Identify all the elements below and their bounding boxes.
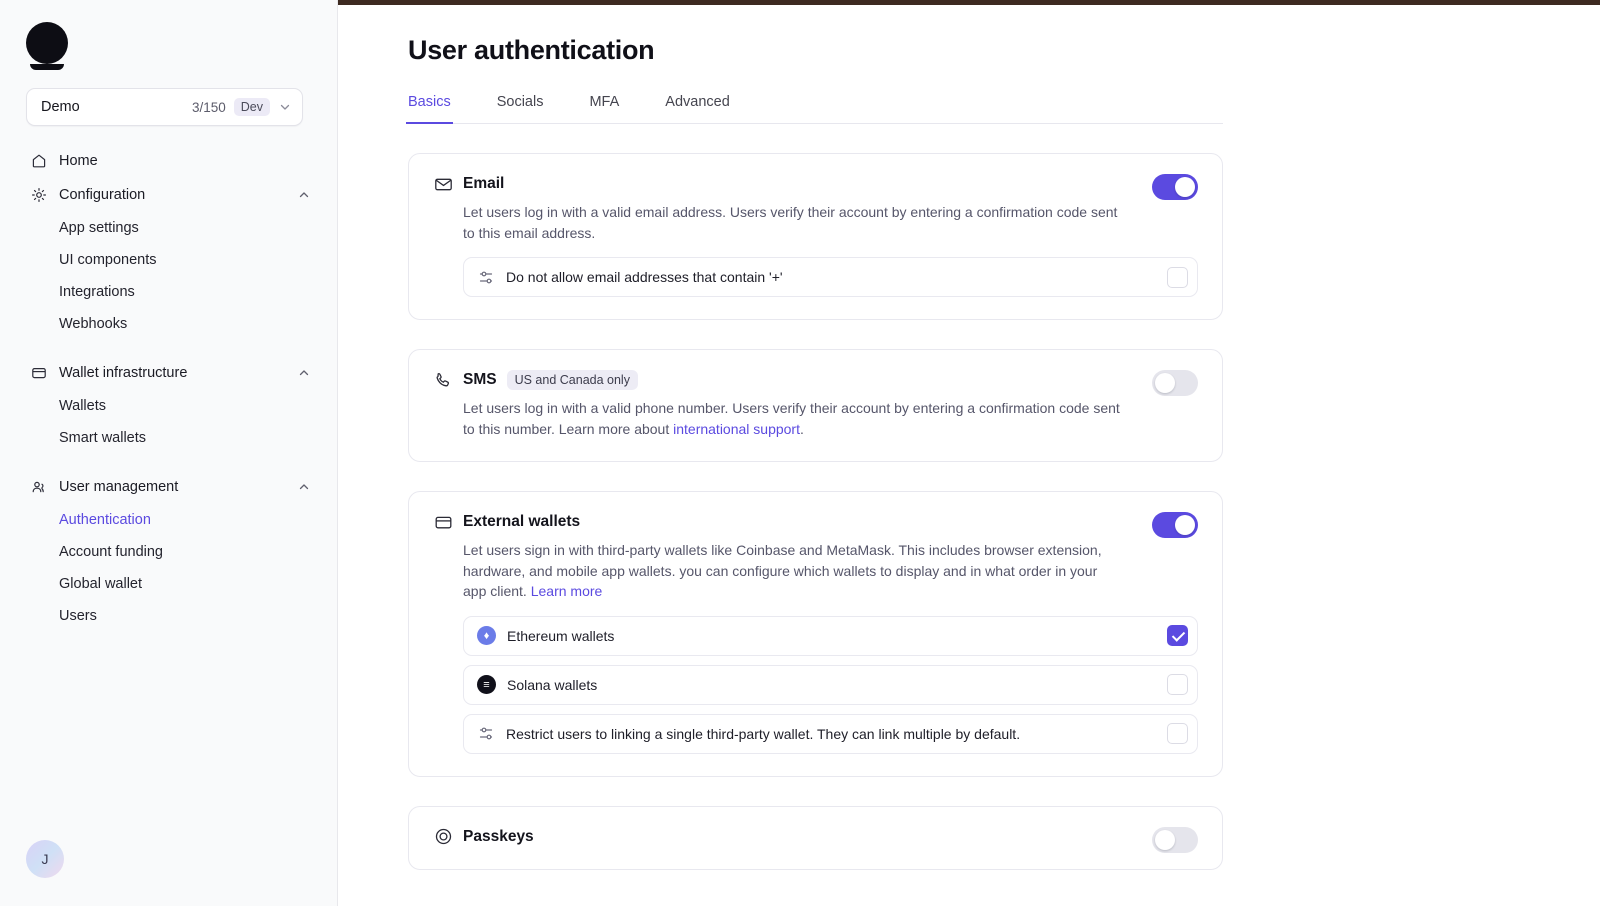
brand-logo[interactable] — [0, 0, 337, 64]
external-wallets-card-header — [433, 512, 1198, 532]
project-selector[interactable] — [26, 88, 303, 126]
email-toggle[interactable] — [1152, 174, 1198, 200]
solana-icon: ≡ — [477, 675, 496, 694]
tab-bar — [408, 94, 1223, 124]
sms-card — [408, 349, 1223, 462]
sidebar-nav — [0, 144, 337, 632]
email-plus-rule-label: Do not allow email addresses that contain '+' — [506, 269, 783, 285]
sidebar-item-label: Smart wallets — [59, 430, 147, 446]
sms-description — [463, 398, 1123, 439]
sidebar-item-label: Wallets — [59, 398, 106, 414]
solana-wallets-row[interactable] — [463, 665, 1198, 705]
sidebar-item-global-wallet[interactable] — [0, 568, 337, 600]
home-icon — [30, 153, 47, 170]
sidebar-item-authentication[interactable] — [0, 504, 337, 536]
restrict-linking-checkbox[interactable] — [1167, 723, 1188, 744]
content-area — [338, 5, 1600, 870]
sidebar-item-app-settings[interactable] — [0, 212, 337, 244]
sms-region-badge: US and Canada only — [507, 370, 638, 390]
sidebar-item-ui-components[interactable] — [0, 244, 337, 276]
sidebar-item-wallets[interactable] — [0, 390, 337, 422]
project-quota: 3/150 — [191, 99, 226, 115]
toggle-knob — [1155, 373, 1175, 393]
ethereum-icon: ♦ — [477, 626, 496, 645]
avatar[interactable] — [26, 840, 64, 878]
toggle-knob — [1155, 830, 1175, 850]
wallet-icon — [433, 512, 453, 532]
tab-label: Socials — [496, 94, 544, 110]
nav-divider-spacer — [0, 340, 337, 356]
sidebar-item-label: Authentication — [59, 512, 151, 528]
email-card-title: Email — [463, 175, 505, 192]
restrict-linking-label: Restrict users to linking a single third-party wallet. They can link multiple by default. — [506, 725, 1021, 742]
sidebar-item-users[interactable] — [0, 600, 337, 632]
tab-basics[interactable] — [408, 94, 451, 123]
solana-wallets-label: Solana wallets — [507, 676, 598, 693]
users-icon — [30, 479, 47, 496]
sms-toggle[interactable] — [1152, 370, 1198, 396]
sidebar-item-smart-wallets[interactable] — [0, 422, 337, 454]
sidebar-item-label: Users — [59, 608, 97, 624]
sliders-icon — [477, 268, 495, 286]
sms-description-post: . — [800, 420, 804, 437]
sidebar-item-webhooks[interactable] — [0, 308, 337, 340]
page-title: User authentication — [408, 35, 655, 65]
toggle-knob — [1175, 515, 1195, 535]
passkeys-card — [408, 806, 1223, 870]
solana-wallets-checkbox[interactable] — [1167, 674, 1188, 695]
tab-mfa[interactable] — [589, 94, 619, 123]
email-card-header — [433, 174, 1198, 194]
international-support-link[interactable]: international support — [673, 420, 800, 437]
sidebar — [0, 0, 338, 906]
sidebar-item-label: Wallet infrastructure — [59, 365, 188, 381]
external-wallets-description — [463, 540, 1123, 602]
passkeys-toggle[interactable] — [1152, 827, 1198, 853]
passkeys-card-title: Passkeys — [463, 827, 534, 845]
ethereum-wallets-checkbox[interactable] — [1167, 625, 1188, 646]
ethereum-wallets-label: Ethereum wallets — [507, 627, 615, 644]
ethereum-wallets-row[interactable] — [463, 616, 1198, 656]
toggle-knob — [1175, 177, 1195, 197]
chevron-up-icon — [297, 366, 311, 380]
phone-icon — [433, 370, 453, 390]
gear-icon — [30, 187, 47, 204]
sidebar-item-label: Integrations — [59, 284, 135, 300]
sliders-icon — [477, 725, 495, 743]
tab-socials[interactable] — [497, 94, 544, 123]
external-wallets-description-pre: Let users sign in with third-party wallets like Coinbase and MetaMask. This includes browser extension, hardware, and mobile app wallets. you can configure which wallets to display and in what order in your app client. — [463, 542, 1102, 599]
main-content — [338, 0, 1600, 906]
sidebar-item-home[interactable] — [0, 144, 337, 178]
envelope-icon — [433, 174, 453, 194]
tab-label: MFA — [589, 94, 620, 110]
sidebar-item-label: User management — [59, 479, 179, 495]
chevron-down-icon — [278, 100, 292, 114]
learn-more-link[interactable]: Learn more — [530, 583, 603, 599]
project-name: Demo — [41, 99, 80, 115]
sidebar-item-label: Home — [59, 153, 98, 169]
tab-label: Basics — [408, 94, 451, 110]
email-card — [408, 153, 1223, 320]
sms-card-title: SMS — [463, 371, 497, 388]
sidebar-item-integrations[interactable] — [0, 276, 337, 308]
chevron-up-icon — [297, 188, 311, 202]
external-wallets-card-title: External wallets — [463, 513, 581, 530]
sms-card-header — [433, 370, 1198, 390]
sidebar-item-label: Global wallet — [59, 576, 143, 592]
brand-logo-icon — [26, 22, 68, 64]
sidebar-item-label: Account funding — [59, 544, 163, 560]
fingerprint-icon — [433, 827, 453, 847]
tab-advanced[interactable] — [665, 94, 730, 123]
sidebar-item-label: App settings — [59, 220, 139, 236]
sidebar-item-user-management[interactable] — [0, 470, 337, 504]
passkeys-card-header — [433, 827, 1198, 847]
sidebar-item-label: Webhooks — [59, 316, 128, 332]
sidebar-item-configuration[interactable] — [0, 178, 337, 212]
external-wallets-card — [408, 491, 1223, 777]
chevron-up-icon — [297, 480, 311, 494]
sidebar-item-label: Configuration — [59, 187, 146, 203]
external-wallets-toggle[interactable] — [1152, 512, 1198, 538]
email-plus-rule-row[interactable] — [463, 257, 1198, 297]
project-env-badge: Dev — [234, 98, 270, 116]
sms-description-pre: Let users log in with a valid phone number. Users verify their account by entering a confirmation code sent to this number. Learn more about — [463, 400, 1120, 437]
nav-divider-spacer-2 — [0, 454, 337, 470]
email-plus-rule-checkbox[interactable] — [1167, 267, 1188, 288]
avatar-initial: J — [41, 851, 49, 867]
tab-label: Advanced — [665, 94, 730, 110]
sidebar-item-wallet-infrastructure[interactable] — [0, 356, 337, 390]
email-description: Let users log in with a valid email address. Users verify their account by entering a confirmation code sent to this email address. — [463, 204, 1118, 241]
restrict-linking-row[interactable] — [463, 714, 1198, 754]
sidebar-item-account-funding[interactable] — [0, 536, 337, 568]
sidebar-item-label: UI components — [59, 252, 157, 268]
wallet-icon — [30, 365, 47, 382]
